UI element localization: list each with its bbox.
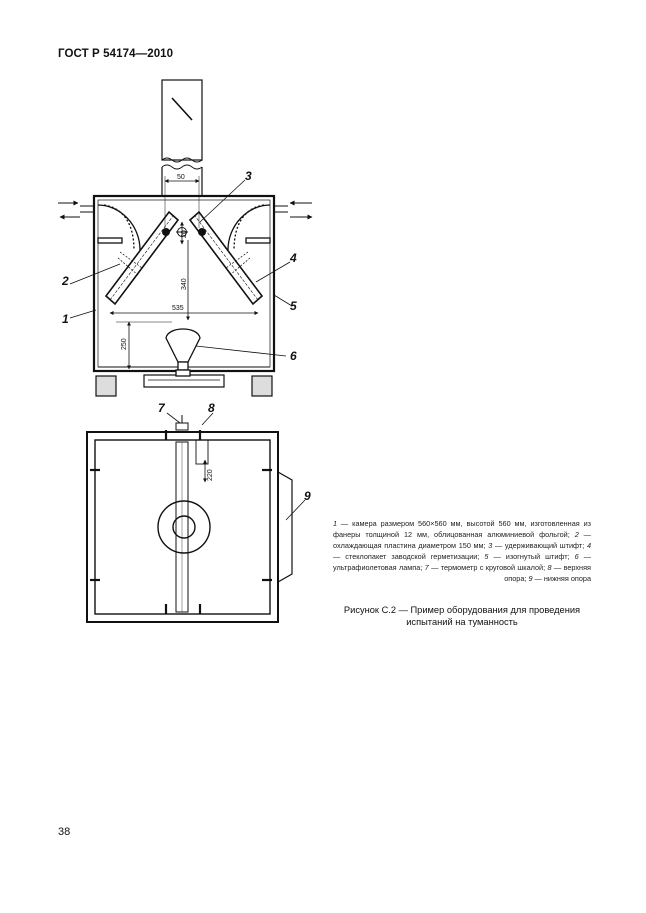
legend-item: 2 — охлаждающая пластина диаметром 150 мм;: [333, 530, 591, 550]
legend-item: 8 — верхняя опора;: [504, 563, 591, 583]
dimension-20: 20: [181, 230, 188, 238]
callout-6: 6: [290, 349, 297, 363]
dimension-535: 535: [172, 305, 184, 312]
figure-legend: [333, 518, 591, 584]
dimension-250: 250: [121, 338, 128, 350]
legend-item: 4 — стеклопакет заводской герметизации;: [333, 541, 591, 561]
callout-3: 3: [245, 169, 252, 183]
legend-item: 9 — нижняя опора: [528, 574, 591, 583]
legend-item: 1 — камера размером 560×560 мм, высотой 560 мм, изготовленная из фанеры толщиной 12 мм, облицованная алюминиевой фольгой;: [333, 519, 591, 539]
dimension-340: 340: [181, 278, 188, 290]
callout-4: 4: [290, 251, 297, 265]
legend-item: 7 — термометр с круговой шкалой;: [424, 563, 548, 572]
figure-caption: Рисунок С.2 — Пример оборудования для проведения испытаний на туманность: [343, 605, 581, 627]
legend-item: 6 — ультрафиолетовая лампа;: [333, 552, 591, 572]
callout-9: 9: [304, 489, 311, 503]
page-number: 38: [58, 826, 71, 838]
callout-7: 7: [158, 401, 165, 415]
document-header: ГОСТ Р 54174—2010: [58, 48, 174, 60]
thermometer: [176, 415, 188, 430]
plan-view: [87, 430, 292, 622]
legend-item: 5 — изогнутый штифт;: [484, 552, 575, 561]
callout-2: 2: [62, 274, 69, 288]
dimension-220: 220: [207, 469, 214, 481]
callout-8: 8: [208, 401, 215, 415]
dimension-50: 50: [177, 174, 185, 181]
callout-1: 1: [62, 312, 69, 326]
callout-5: 5: [290, 299, 297, 313]
lower-feet: [96, 375, 272, 396]
uv-lamp: [166, 329, 200, 376]
legend-item: 3 — удерживающий штифт;: [488, 541, 587, 550]
